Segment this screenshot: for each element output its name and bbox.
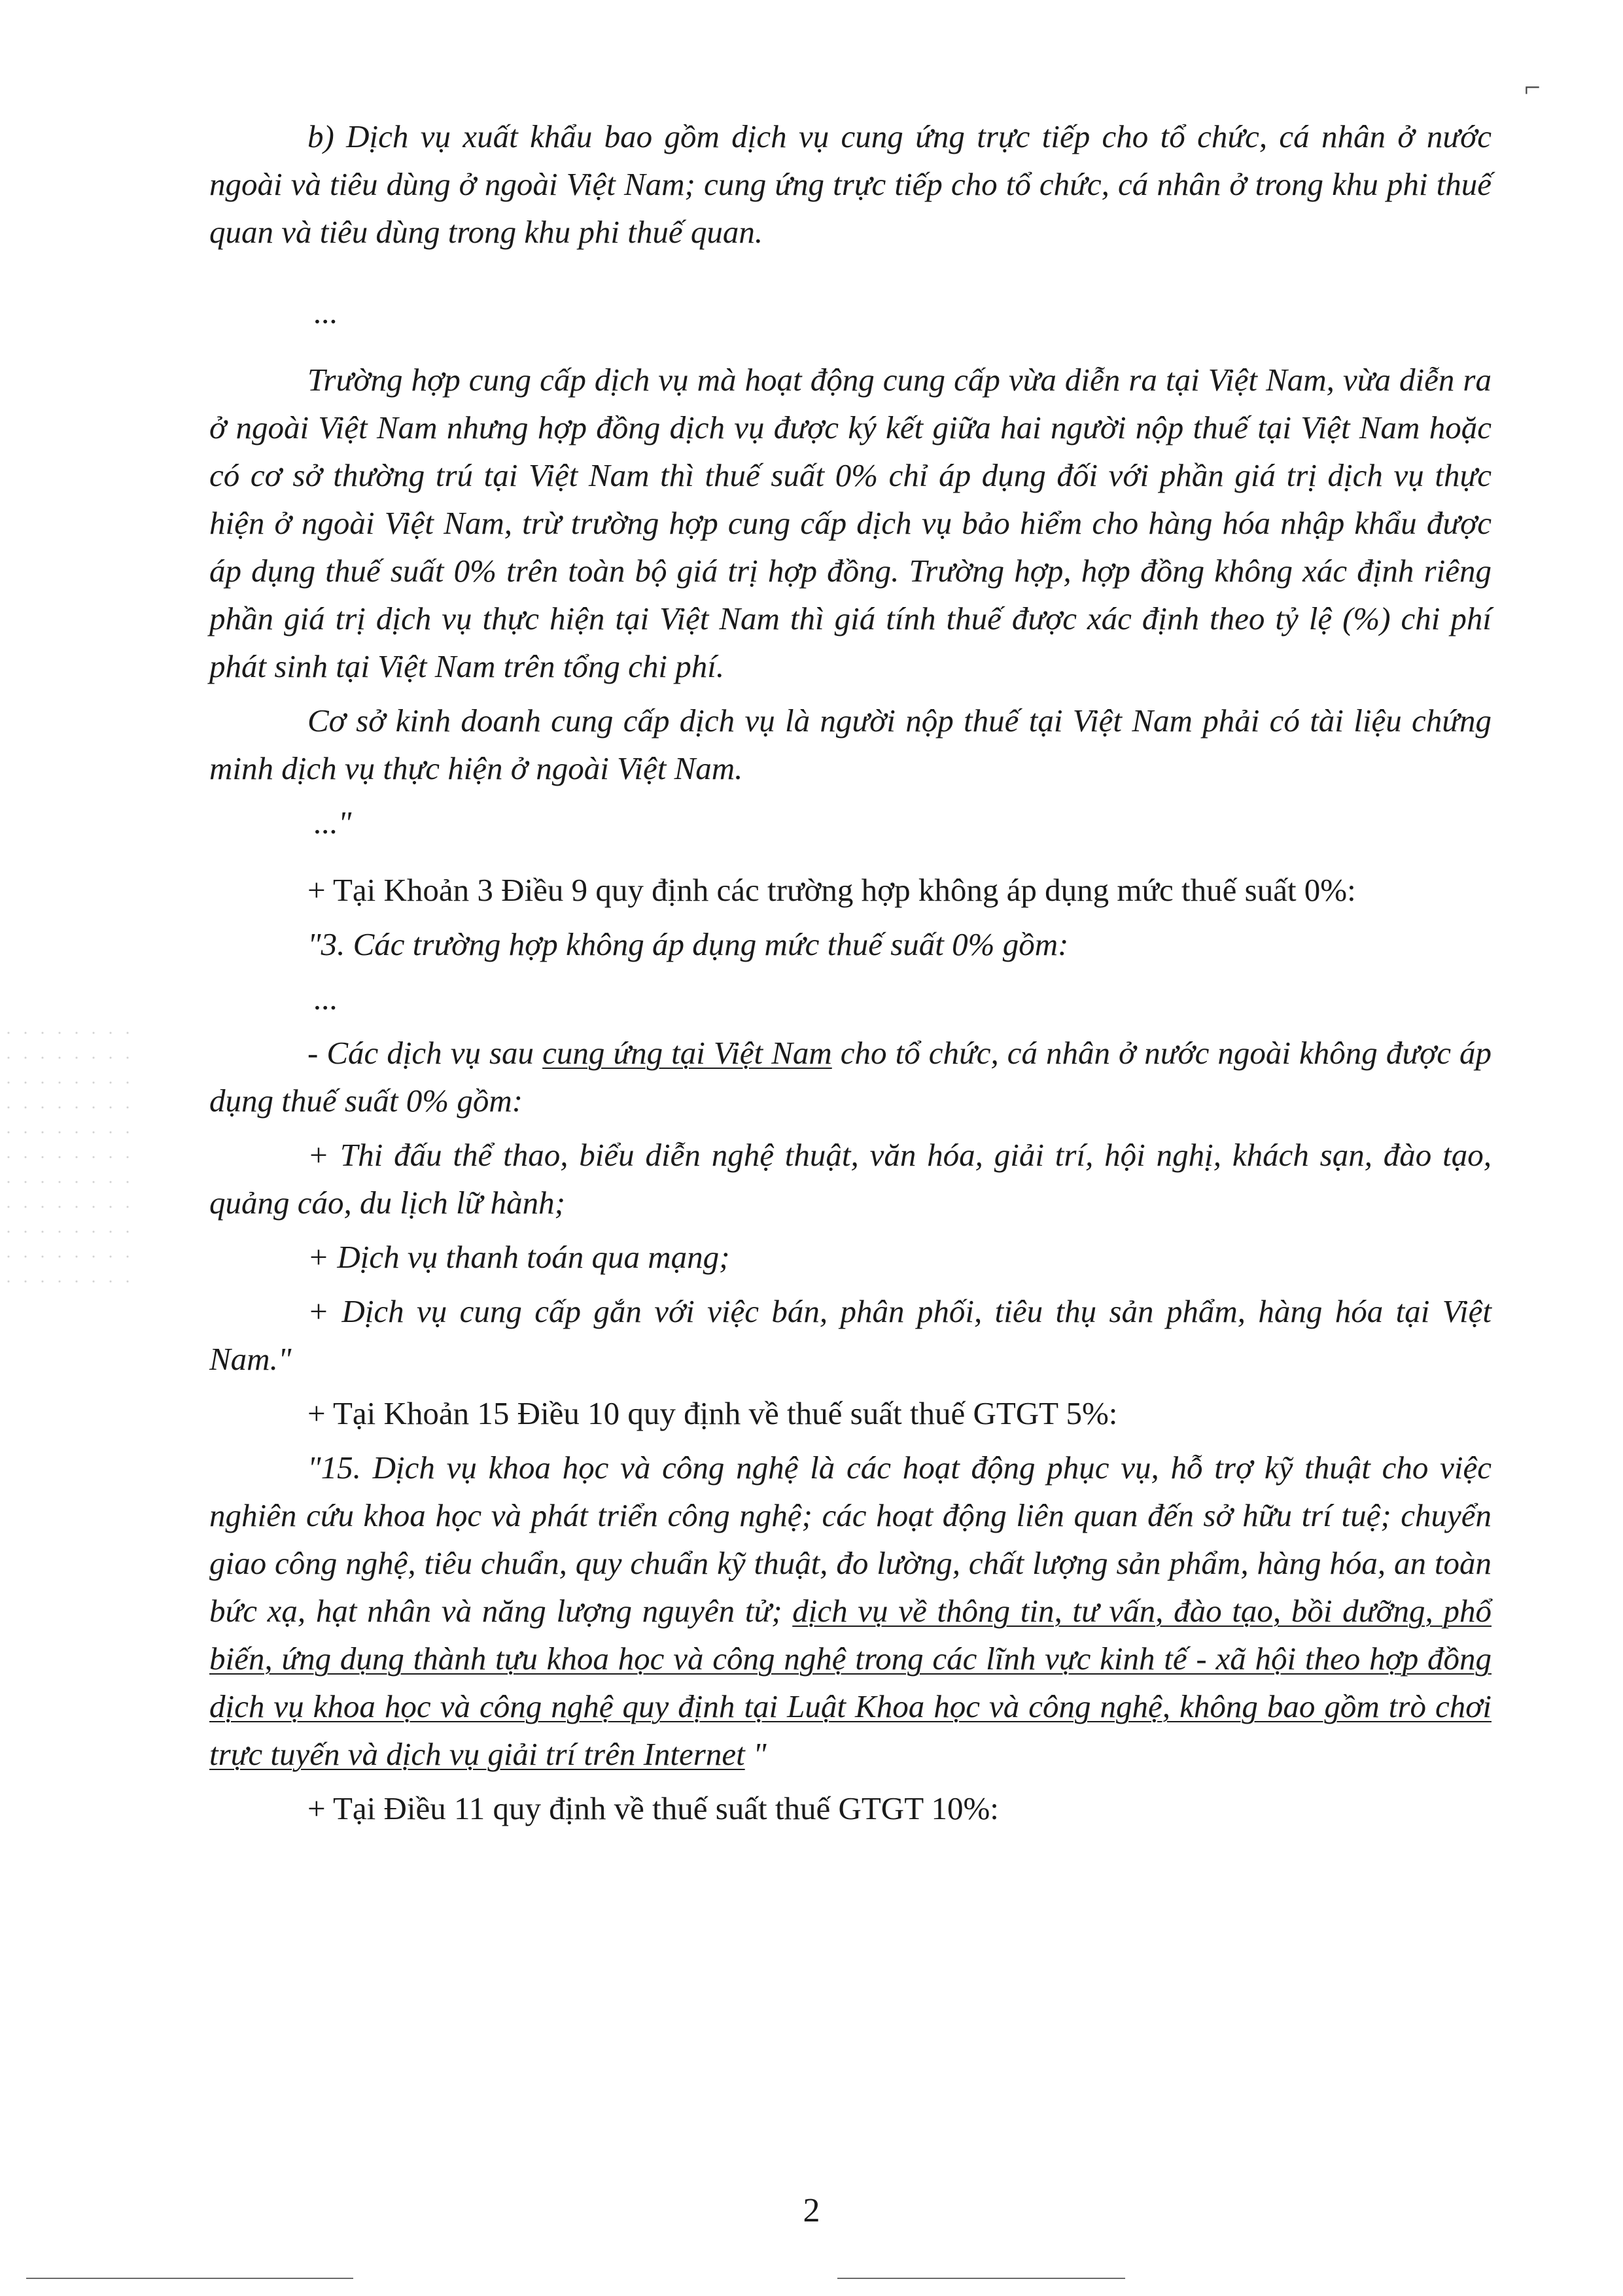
paragraph-clause-3-article-9: + Tại Khoản 3 Điều 9 quy định các trường hợp không áp dụng mức thuế suất 0%: <box>307 872 1356 908</box>
paragraph-article-11: + Tại Điều 11 quy định về thuế suất thuế GTGT 10%: <box>307 1790 999 1826</box>
underlined-text: dịch vụ về thông tin, tư vấn, đào tạo, bồi dưỡng, phổ biến, ứng dụng thành tựu khoa học và công nghệ trong các lĩnh vực kinh tế - xã hội theo hợp đồng dịch vụ khoa học và công nghệ quy định tại Luật Khoa học và công nghệ, không bao gồm trò chơi trực tuyến và dịch vụ giải trí trên Internet <box>209 1593 1492 1772</box>
ellipsis-line: ... <box>314 981 338 1017</box>
paragraph-export-services: b) Dịch vụ xuất khẩu bao gồm dịch vụ cung ứng trực tiếp cho tổ chức, cá nhân ở nước ngoài và tiêu dùng ở ngoài Việt Nam; cung ứng trực tiếp cho tổ chức, cá nhân ở trong khu phi thuế quan và tiêu dùng trong khu phi thuế quan. <box>209 118 1492 250</box>
page-number: 2 <box>803 2192 820 2229</box>
paragraph-not-applicable-heading: "3. Các trường hợp không áp dụng mức thuế suất 0% gồm: <box>307 926 1069 962</box>
text-segment: " <box>744 1736 767 1772</box>
list-item-online-payment: + Dịch vụ thanh toán qua mạng; <box>307 1239 730 1275</box>
paragraph-proof-documents: Cơ sở kinh doanh cung cấp dịch vụ là người nộp thuế tại Việt Nam phải có tài liệu chứng minh dịch vụ thực hiện ở ngoài Việt Nam. <box>209 703 1492 786</box>
paragraph-clause-15-article-10: + Tại Khoản 15 Điều 10 quy định về thuế suất thuế GTGT 5%: <box>307 1395 1118 1431</box>
paragraph-services-in-vietnam <box>209 1029 1492 1124</box>
ellipsis-line: ... <box>314 294 338 330</box>
scan-speckle <box>0 1020 131 1295</box>
ellipsis-close-quote: ..." <box>314 805 352 841</box>
underlined-text: cung ứng tại Việt Nam <box>542 1035 832 1071</box>
scan-line-mark <box>26 2278 353 2279</box>
document-body <box>209 113 1492 1832</box>
list-item-distribution-services: + Dịch vụ cung cấp gắn với việc bán, phân phối, tiêu thụ sản phẩm, hàng hóa tại Việt Nam." <box>209 1293 1492 1377</box>
paragraph-mixed-location-services: Trường hợp cung cấp dịch vụ mà hoạt động cung cấp vừa diễn ra tại Việt Nam, vừa diễn ra ở ngoài Việt Nam nhưng hợp đồng dịch vụ được ký kết giữa hai người nộp thuế tại Việt Nam hoặc có cơ sở thường trú tại Việt Nam thì thuế suất 0% chỉ áp dụng đối với phần giá trị dịch vụ thực hiện ở ngoài Việt Nam, trừ trường hợp cung cấp dịch vụ bảo hiểm cho hàng hóa nhập khẩu được áp dụng thuế suất 0% trên toàn bộ giá trị hợp đồng. Trường hợp, hợp đồng không xác định riêng phần giá trị dịch vụ thực hiện tại Việt Nam thì giá tính thuế được xác định theo tỷ lệ (%) chi phí phát sinh tại Việt Nam trên tổng chi phí. <box>209 362 1492 684</box>
text-segment: cho tổ chức, cá nhân ở nước ngoài không được áp dụng thuế suất 0% gồm: <box>209 1035 1492 1119</box>
scan-corner-mark: ⌐ <box>1524 71 1541 103</box>
text-segment: "15. Dịch vụ khoa học và công nghệ là các hoạt động phục vụ, hỗ trợ kỹ thuật cho việc nghiên cứu khoa học và phát triển công nghệ; các hoạt động liên quan đến sở hữu trí tuệ; chuyển giao công nghệ, tiêu chuẩn, quy chuẩn kỹ thuật, đo lường, chất lượng sản phẩm, hàng hóa, an toàn bức xạ, hạt nhân và năng lượng nguyên tử; <box>209 1450 1492 1629</box>
list-item-events: + Thi đấu thể thao, biểu diễn nghệ thuật, văn hóa, giải trí, hội nghị, khách sạn, đào tạo, quảng cáo, du lịch lữ hành; <box>209 1137 1492 1221</box>
text-segment: - Các dịch vụ sau <box>307 1035 543 1071</box>
paragraph-science-technology-services <box>209 1444 1492 1778</box>
scan-line-mark <box>837 2278 1125 2279</box>
